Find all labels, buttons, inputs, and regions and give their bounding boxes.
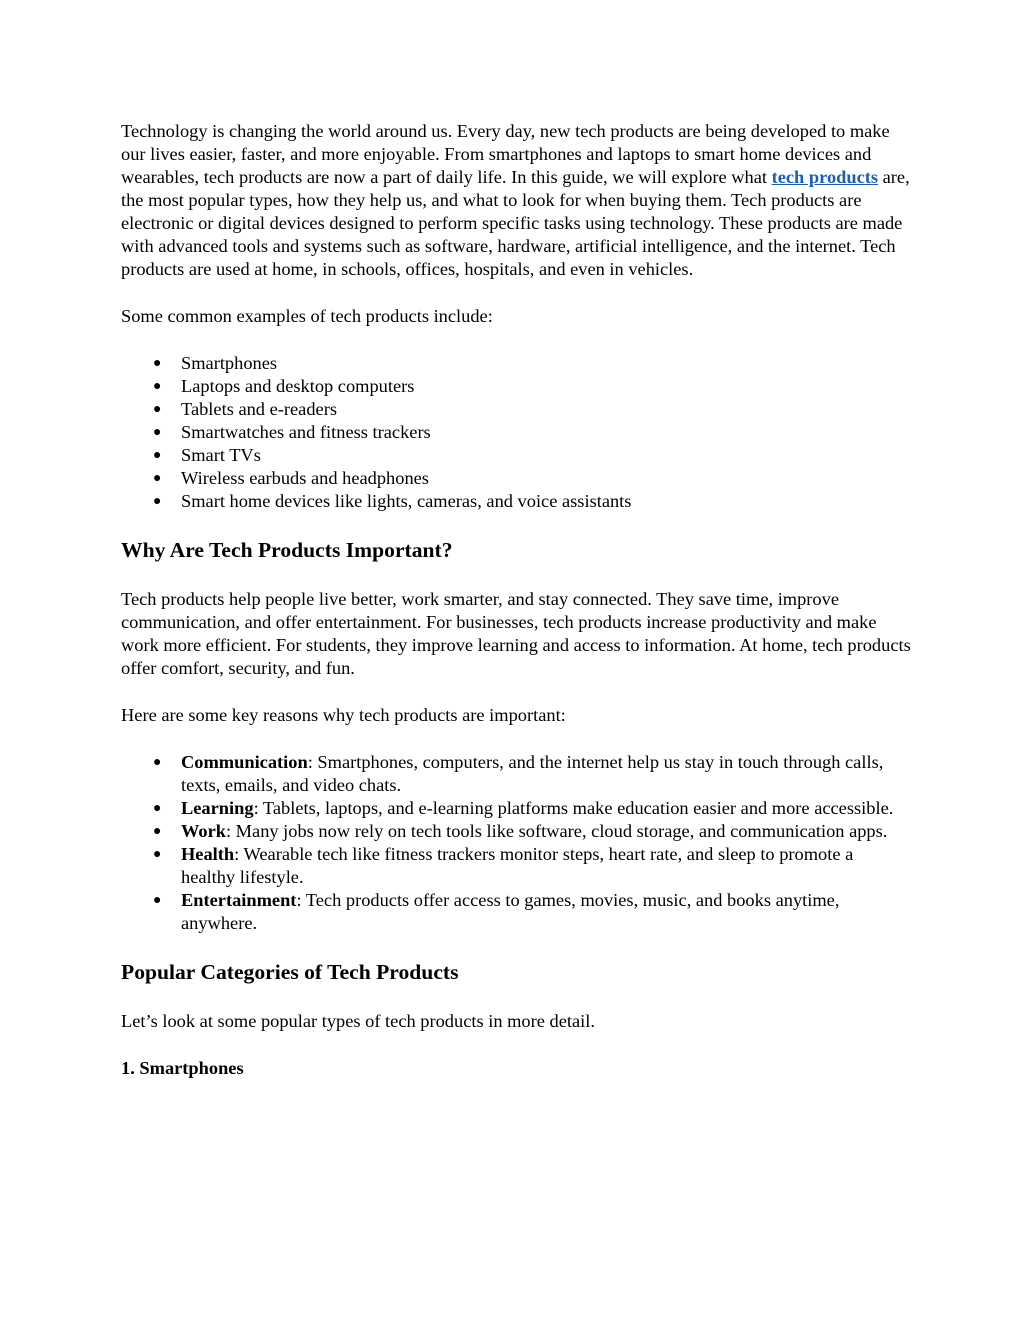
reason-term: Entertainment [181,890,297,910]
bullet-icon: ● [153,755,162,770]
intro-text-before-link: Technology is changing the world around us. Every day, new tech products are being developed to make our lives easier, faster, and more enjoyable. From smartphones and laptops to smart home devices and wearables, tech products are now a part of daily life. In this guide, we will explore what [121,121,890,187]
bullet-icon: ● [153,893,162,908]
bullet-icon: ● [153,824,162,839]
list-item [121,797,911,820]
bullet-icon: ● [153,494,162,509]
reason-term: Learning [181,798,254,818]
reason-term: Work [181,821,226,841]
tech-products-link[interactable]: tech products [771,167,879,187]
list-item: ● Smart home devices like lights, cameras, and voice assistants [153,491,632,511]
bullet-icon: ● [153,801,162,816]
categories-heading: Popular Categories of Tech Products [121,960,459,984]
intro-paragraph [121,120,911,281]
list-item [121,843,911,889]
bullet-icon: ● [153,379,162,394]
bullet-icon: ● [153,425,162,440]
list-item: ● Tablets and e-readers [153,399,337,419]
list-item: ● Smartwatches and fitness trackers [153,422,431,442]
list-item: ● Wireless earbuds and headphones [153,468,429,488]
why-heading: Why Are Tech Products Important? [121,538,453,562]
categories-lead: Let’s look at some popular types of tech products in more detail. [121,1011,595,1031]
reason-text: : Wearable tech like fitness trackers monitor steps, heart rate, and sleep to promote a healthy lifestyle. [181,844,854,887]
intro-text-after-link: are, the most popular types, how they help us, and what to look for when buying them. Tech products are electronic or digital devices designed to perform specific tasks using technology. These products are made with advanced tools and systems such as software, hardware, artificial intelligence, and the internet. Tech products are used at home, in schools, offices, hospitals, and even in vehicles. [121,167,910,279]
reason-text: : Tech products offer access to games, movies, music, and books anytime, anywhere. [181,890,840,933]
list-item [121,889,911,935]
reasons-list [121,751,911,935]
reason-text: : Many jobs now rely on tech tools like software, cloud storage, and communication apps. [225,821,888,841]
reason-text: : Tablets, laptops, and e-learning platforms make education easier and more accessible. [253,798,894,818]
bullet-icon: ● [153,471,162,486]
examples-list [121,352,911,513]
reason-term: Communication [181,752,308,772]
bullet-icon: ● [153,356,162,371]
bullet-icon: ● [153,402,162,417]
bullet-icon: ● [153,847,162,862]
smartphones-subheading: 1. Smartphones [121,1058,244,1078]
list-item: ● Laptops and desktop computers [153,376,415,396]
list-item [121,820,911,843]
bullet-icon: ● [153,448,162,463]
reasons-lead: Here are some key reasons why tech products are important: [121,705,566,725]
why-paragraph: Tech products help people live better, work smarter, and stay connected. They save time, improve communication, and offer entertainment. For businesses, tech products increase productivity and make work more efficient. For students, they improve learning and access to information. At home, tech products offer comfort, security, and fun. [121,589,911,678]
document-page [121,120,911,1080]
reason-term: Health [181,844,235,864]
list-item: ● Smartphones [153,353,278,373]
examples-lead: Some common examples of tech products include: [121,306,493,326]
list-item: ● Smart TVs [153,445,261,465]
reason-text: : Smartphones, computers, and the internet help us stay in touch through calls, texts, emails, and video chats. [181,752,884,795]
list-item [121,751,911,797]
